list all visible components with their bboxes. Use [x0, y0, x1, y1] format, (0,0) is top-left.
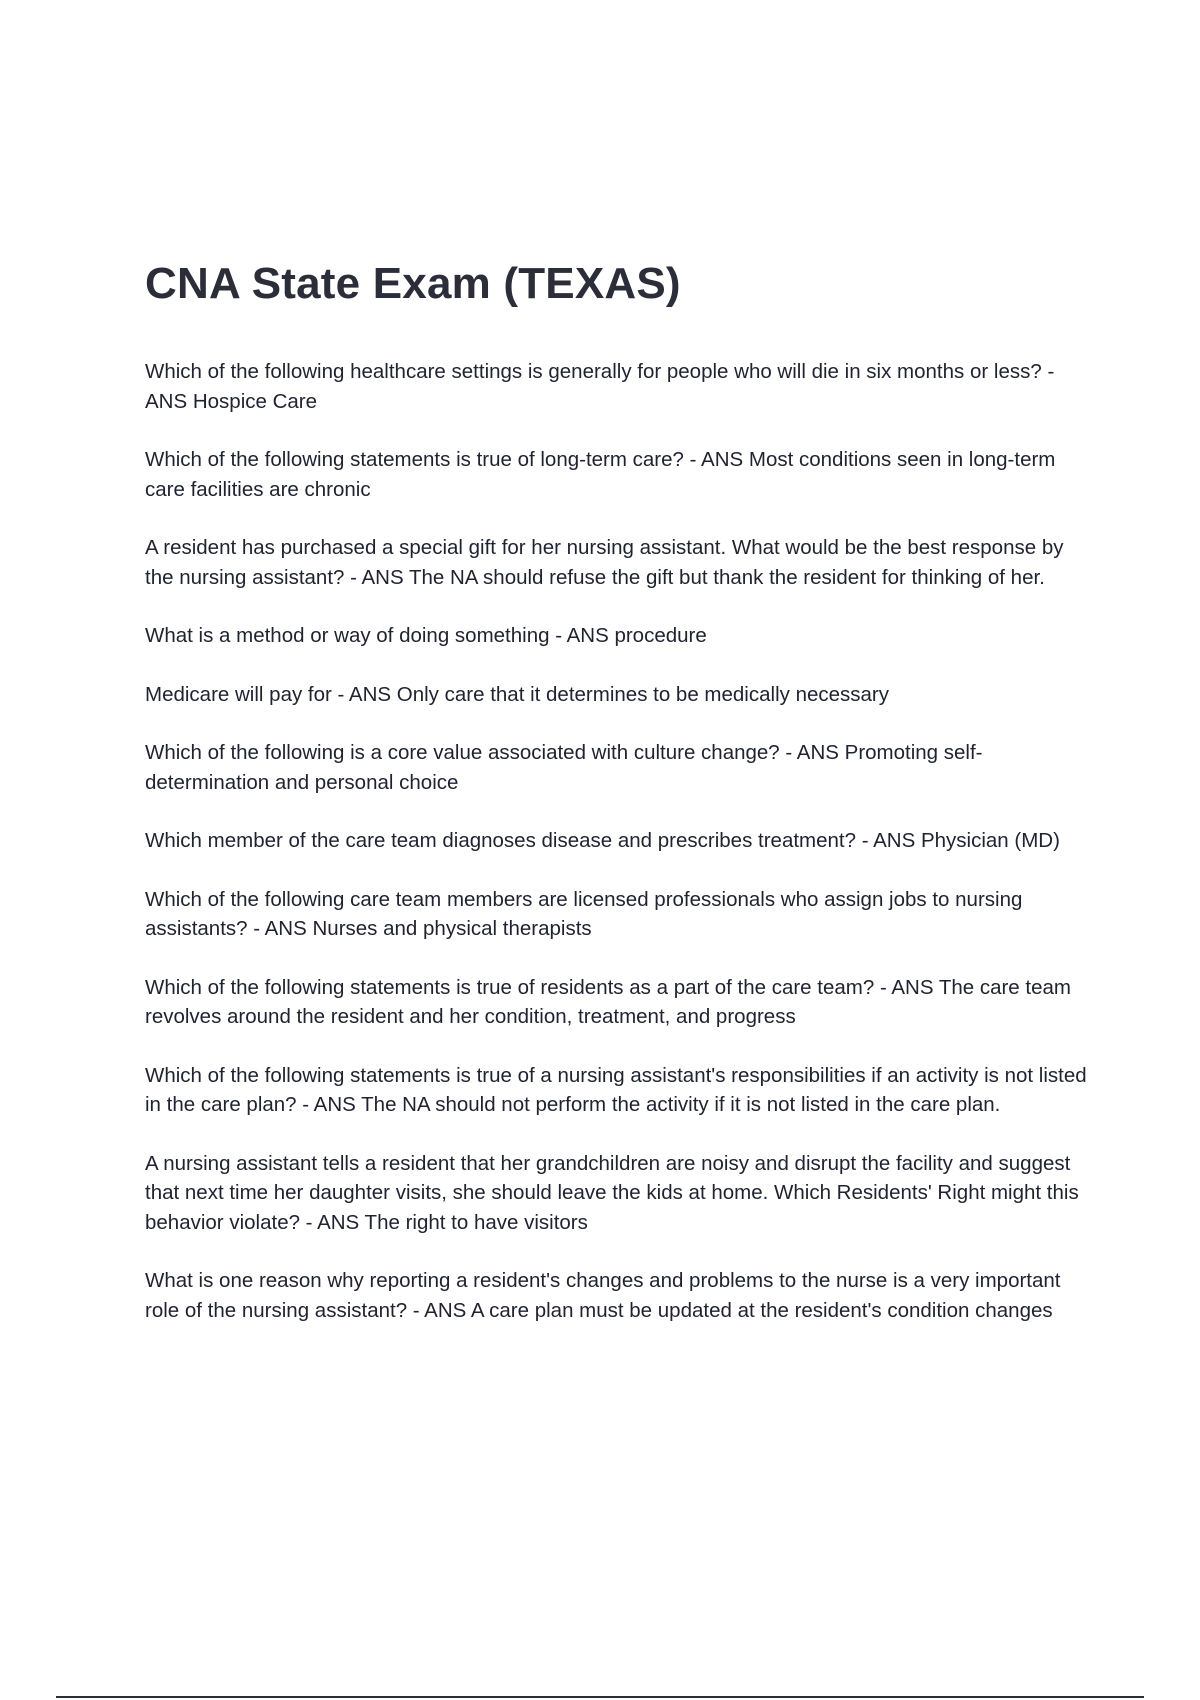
- qa-item: Medicare will pay for - ANS Only care that it determines to be medically necessary: [145, 682, 889, 706]
- qa-list: [145, 357, 1090, 1354]
- qa-item: A nursing assistant tells a resident that her grandchildren are noisy and disrupt the facility and suggest that next time her daughter visits, she should leave the kids at home. Which Residents' Right might this behavior violate? - ANS The right to have visitors: [145, 1151, 1079, 1234]
- qa-item: Which of the following is a core value associated with culture change? - ANS Promoting self-determination and personal choice: [145, 741, 983, 794]
- qa-item: What is a method or way of doing something - ANS procedure: [145, 624, 707, 647]
- qa-item: Which member of the care team diagnoses disease and prescribes treatment? - ANS Physician (MD): [145, 829, 1060, 852]
- qa-item: Which of the following statements is true of a nursing assistant's responsibilities if an activity is not listed in the care plan? - ANS The NA should not perform the activity if it is not listed in the care plan.: [145, 1063, 1087, 1116]
- qa-item: Which of the following healthcare settings is generally for people who will die in six months or less? - ANS Hospice Care: [145, 360, 1055, 413]
- qa-item: Which of the following statements is true of residents as a part of the care team? - ANS The care team revolves around the resident and her condition, treatment, and progress: [145, 975, 1071, 1028]
- page-divider: [56, 1696, 1144, 1698]
- qa-item: Which of the following statements is true of long-term care? - ANS Most conditions seen in long-term care facilities are chronic: [145, 448, 1056, 501]
- qa-item: Which of the following care team members are licensed professionals who assign jobs to nursing assistants? - ANS Nurses and physical therapists: [145, 887, 1023, 940]
- page-title: CNA State Exam (TEXAS): [145, 259, 681, 308]
- qa-item: A resident has purchased a special gift for her nursing assistant. What would be the best response by the nursing assistant? - ANS The NA should refuse the gift but thank the resident for thinking of her.: [145, 536, 1064, 589]
- qa-item: What is one reason why reporting a resident's changes and problems to the nurse is a very important role of the nursing assistant? - ANS A care plan must be updated at the resident's condition changes: [145, 1269, 1061, 1322]
